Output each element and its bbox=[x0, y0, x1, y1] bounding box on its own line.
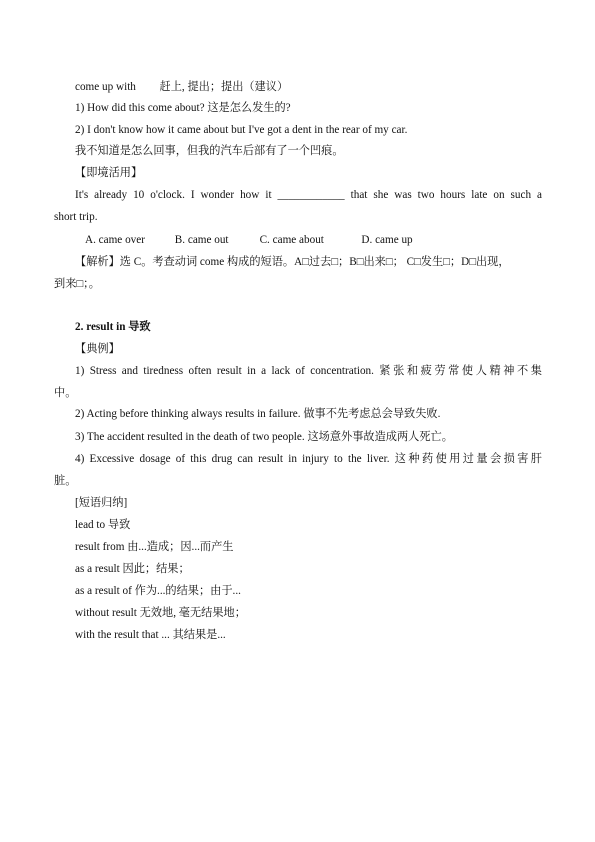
phrase-item: lead to 导致 bbox=[75, 519, 131, 531]
option-a: A. came over bbox=[85, 234, 145, 246]
section-title: 2. result in 导致 bbox=[75, 321, 151, 333]
phrase-item: without result 无效地, 毫无结果地； bbox=[75, 607, 246, 619]
practice-heading: 【即境活用】 bbox=[75, 167, 143, 179]
phrase-item: with the result that ... 其结果是... bbox=[75, 629, 226, 641]
example-2-en: 2) I don't know how it came about but I've got a dent in the rear of my car. bbox=[75, 124, 408, 136]
question-line-1: It's already 10 o'clock. I wonder how it ____________ that she was two hours late on such a bbox=[75, 189, 542, 201]
example-r1-line-2: 中。 bbox=[54, 387, 77, 399]
examples-heading: 【典例】 bbox=[75, 343, 120, 355]
phrase: come up with bbox=[75, 81, 136, 93]
phrase-line bbox=[75, 80, 288, 94]
phrase-item: as a result 因此；结果； bbox=[75, 563, 190, 575]
example-r1-line-1: 1) Stress and tiredness often result in a lack of concentration. 紧张和疲劳常使人精神不集 bbox=[75, 365, 542, 377]
summary-heading: [短语归纳] bbox=[75, 497, 128, 509]
example-r4-line-1: 4) Excessive dosage of this drug can result in injury to the liver. 这种药使用过量会损害肝 bbox=[75, 453, 542, 465]
example-r2: 2) Acting before thinking always results in failure. 做事不先考虑总会导致失败. bbox=[75, 408, 441, 420]
phrase-item: result from 由...造成；因...而产生 bbox=[75, 541, 234, 553]
example-2-zh: 我不知道是怎么回事，但我的汽车后部有了一个凹痕。 bbox=[75, 145, 344, 157]
analysis-line-1: 【解析】选 C。考查动词 come 构成的短语。A□过去□；B□出来□； C□发生□；D□出现， bbox=[75, 256, 510, 268]
phrase-meaning: 赶上, 提出；提出（建议） bbox=[159, 81, 289, 93]
analysis-line-2: 到来□；。 bbox=[54, 278, 100, 290]
example-r3: 3) The accident resulted in the death of two people. 这场意外事故造成两人死亡。 bbox=[75, 431, 453, 443]
phrase-item: as a result of 作为...的结果；由于... bbox=[75, 585, 241, 597]
options-row bbox=[85, 233, 413, 247]
example-r4-line-2: 脏。 bbox=[54, 475, 77, 487]
option-c: C. came about bbox=[259, 234, 324, 246]
example-1: 1) How did this come about? 这是怎么发生的? bbox=[75, 102, 291, 114]
question-line-2: short trip. bbox=[54, 211, 98, 223]
option-d: D. came up bbox=[361, 234, 413, 246]
option-b: B. came out bbox=[174, 234, 229, 246]
